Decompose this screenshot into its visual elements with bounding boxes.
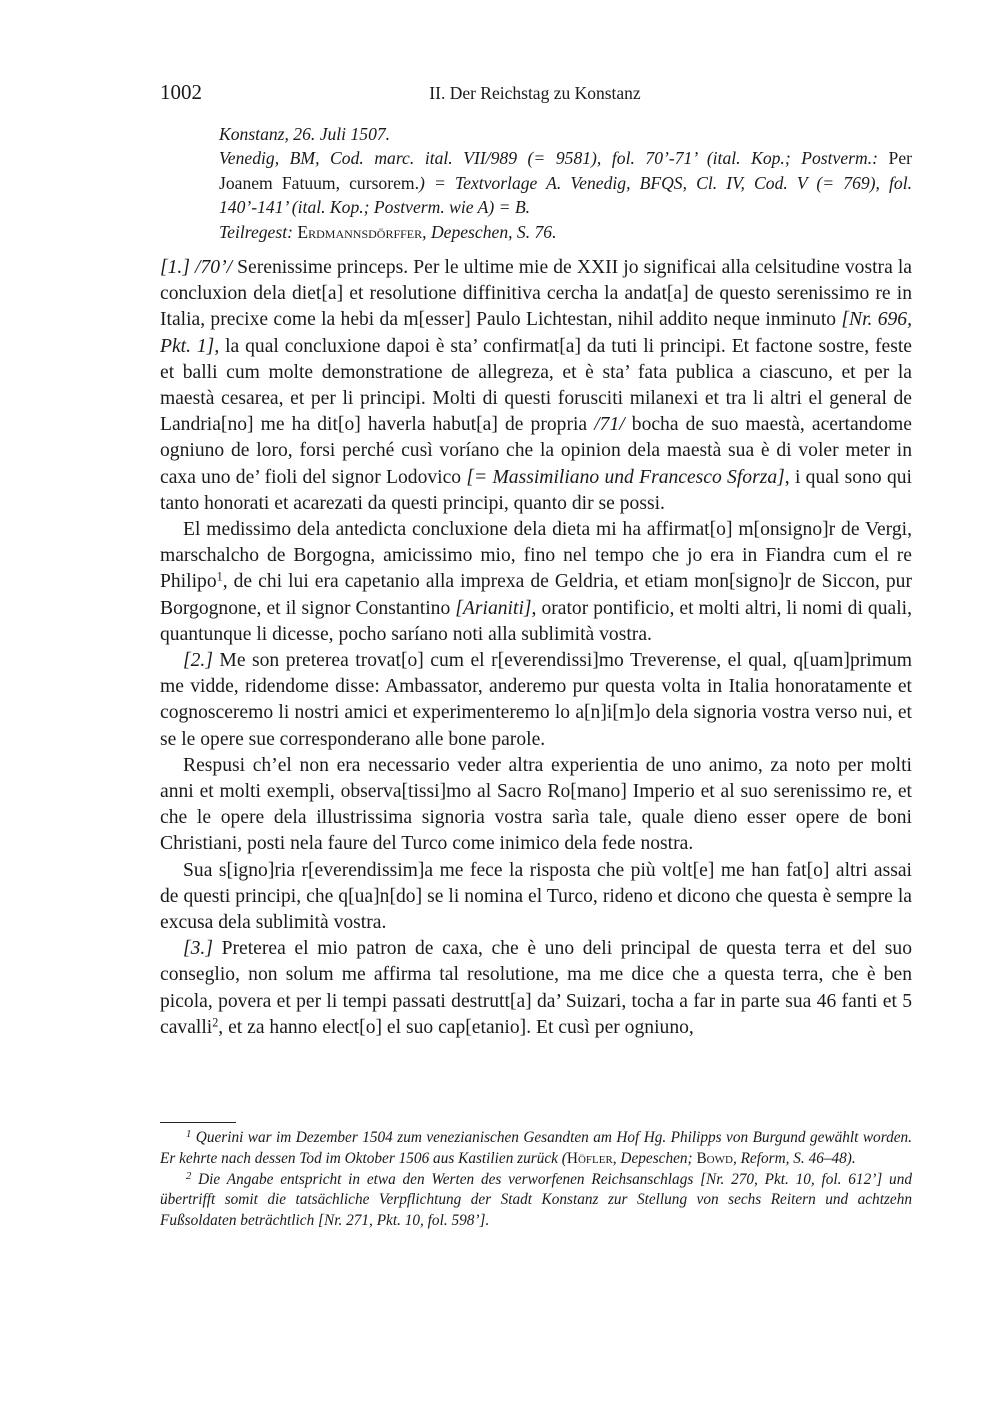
document-metadata (219, 122, 912, 244)
place-date: Konstanz, 26. Juli 1507. (219, 124, 391, 144)
source-line: Venedig, BM, Cod. marc. ital. VII/989 (= 9581), fol. 70’-71’ (ital. Kop.; Postverm.: Per (219, 148, 912, 169)
regest-line: Teilregest: Erdmannsdörffer, Depeschen, S. 76. (219, 221, 557, 242)
body-paragraph: Sua s[igno]ria r[everendissim]a me fece la risposta che più volt[e] me han fat[o] altri assai de questi principi, che q[ua]n[do] se li nomina el Turco, rideno et dicono che questa è sempre la excusa dela sublimità vostra. (160, 859, 912, 934)
body-paragraph: [1.] /70’/ Serenissime princeps. Per le ultime mie de XXII jo significai alla celsitudine vostra la concluxion dela diet[a] et resolutione diffinitiva cercha la andat[a] de questo serenissimo re in Italia, precixe come la hebi da m[esser] Paulo Lichtestan, nihil addito neque inminuto [Nr. 696, Pkt. 1], la qual concluxione dapoi è sta’ confirmat[a] da tuti li principi. Et factone sostre, feste et balli cum molte demonstratione de allegreza, et è sta’ fata publica a ciascuno, et per la maestà cesarea, et per li principi. Molti di questi forusciti milanexi et tra li altri el general de Landria[no] me ha dit[o] haverla habut[a] de propria /71/ bocha de suo maestà, acertandome ogniuno de loro, forsi perché cusì voríano che la opinion dela maestà sua è di voler meter in caxa uno de’ fioli del signor Lodovico [= Massimiliano und Francesco Sforza], i qual sono qui tanto honorati et acarezati da questi principi, quanto dir se possi. (160, 257, 913, 514)
source-line: Joanem Fatuum, cursorem.) = Textvorlage A. Venedig, BFQS, Cl. IV, Cod. V (= 769), fol. (219, 172, 912, 193)
footnote: $^2$ Die Angabe entspricht in etwa den Werten des verworfenen Reichsanschlags [Nr. 270, Pkt. 10, fol. 612’] und übertrifft somit die tatsächliche Verpflichtung der Stadt Konstanz zur Stellung von sechs Reitern und achtzehn Fußsoldaten beträchtlich [Nr. 271, Pkt. 10, fol. 598’]. (160, 1169, 912, 1230)
body-paragraph: [3.] Preterea el mio patron de caxa, che è uno deli principal de questa terra et del suo conseglio, non solum me affirma tal resolutione, ma me dice che a questa terra, che è ben picola, povera et per li tempi passati destrutt[a] da’ Suizari, tocha a far in parte sua 46 fanti et 5 cavalli$^2$, et za hanno elect[o] el suo cap[etanio]. Et cusì per ogniuno, (160, 938, 912, 1038)
footnote-separator (160, 1122, 236, 1123)
footnote: $^1$ Querini war im Dezember 1504 zum venezianischen Gesandten am Hof Hg. Philipps von Burgund gewählt worden. Er kehrte nach dessen Tod im Oktober 1506 aus Kastilien zurück (Höfler, Depeschen; Bowd, Reform, S. 46–48). (160, 1128, 912, 1167)
footnotes (160, 1128, 912, 1232)
body-paragraph: El medissimo dela antedicta concluxione dela dieta mi ha affirmat[o] m[onsigno]r de Vergi, marschalcho de Borgogna, amicissimo mio, fino nel tempo che jo era in Fiandra cum el re Philipo$^1$, de chi lui era capetanio alla imprexa de Geldria, et etiam mon[signo]r de Siccon, pur Borgognone, et il signor Constantino [Arianiti], orator pontificio, et molti altri, li nomi di quali, quantunque li dicesse, pocho saríano noti alla sublimità vostra. (160, 519, 913, 645)
body-paragraph: Respusi ch’el non era necessario veder altra experientia de uno animo, za noto per molti anni et molti exempli, observa[tissi]mo al Sacro Ro[mano] Imperio et al suo serenissimo re, et che le opere dela illustrissima signoria vostra sarìa tale, quale dieno esser opere de boni Christiani, posti nela faure del Turco come inimico dela fede nostra. (160, 754, 912, 855)
page-number: 1002 (160, 80, 202, 104)
source-line: 140’-141’ (ital. Kop.; Postverm. wie A) = B. (219, 197, 531, 218)
document-body (160, 255, 912, 1041)
page-header (0, 80, 1004, 110)
running-title: II. Der Reichstag zu Konstanz (429, 83, 641, 103)
body-paragraph: [2.] Me son preterea trovat[o] cum el r[everendissi]mo Treverense, el qual, q[uam]primum me vidde, ridendome disse: Ambassator, anderemo pur questa volta in Italia honoratamente et cognosceremo li nostri amici et experimenteremo lo a[n]i[m]o dela signoria vostra verso nui, et se le opere sue corresponderano alle bone parole. (160, 650, 912, 750)
